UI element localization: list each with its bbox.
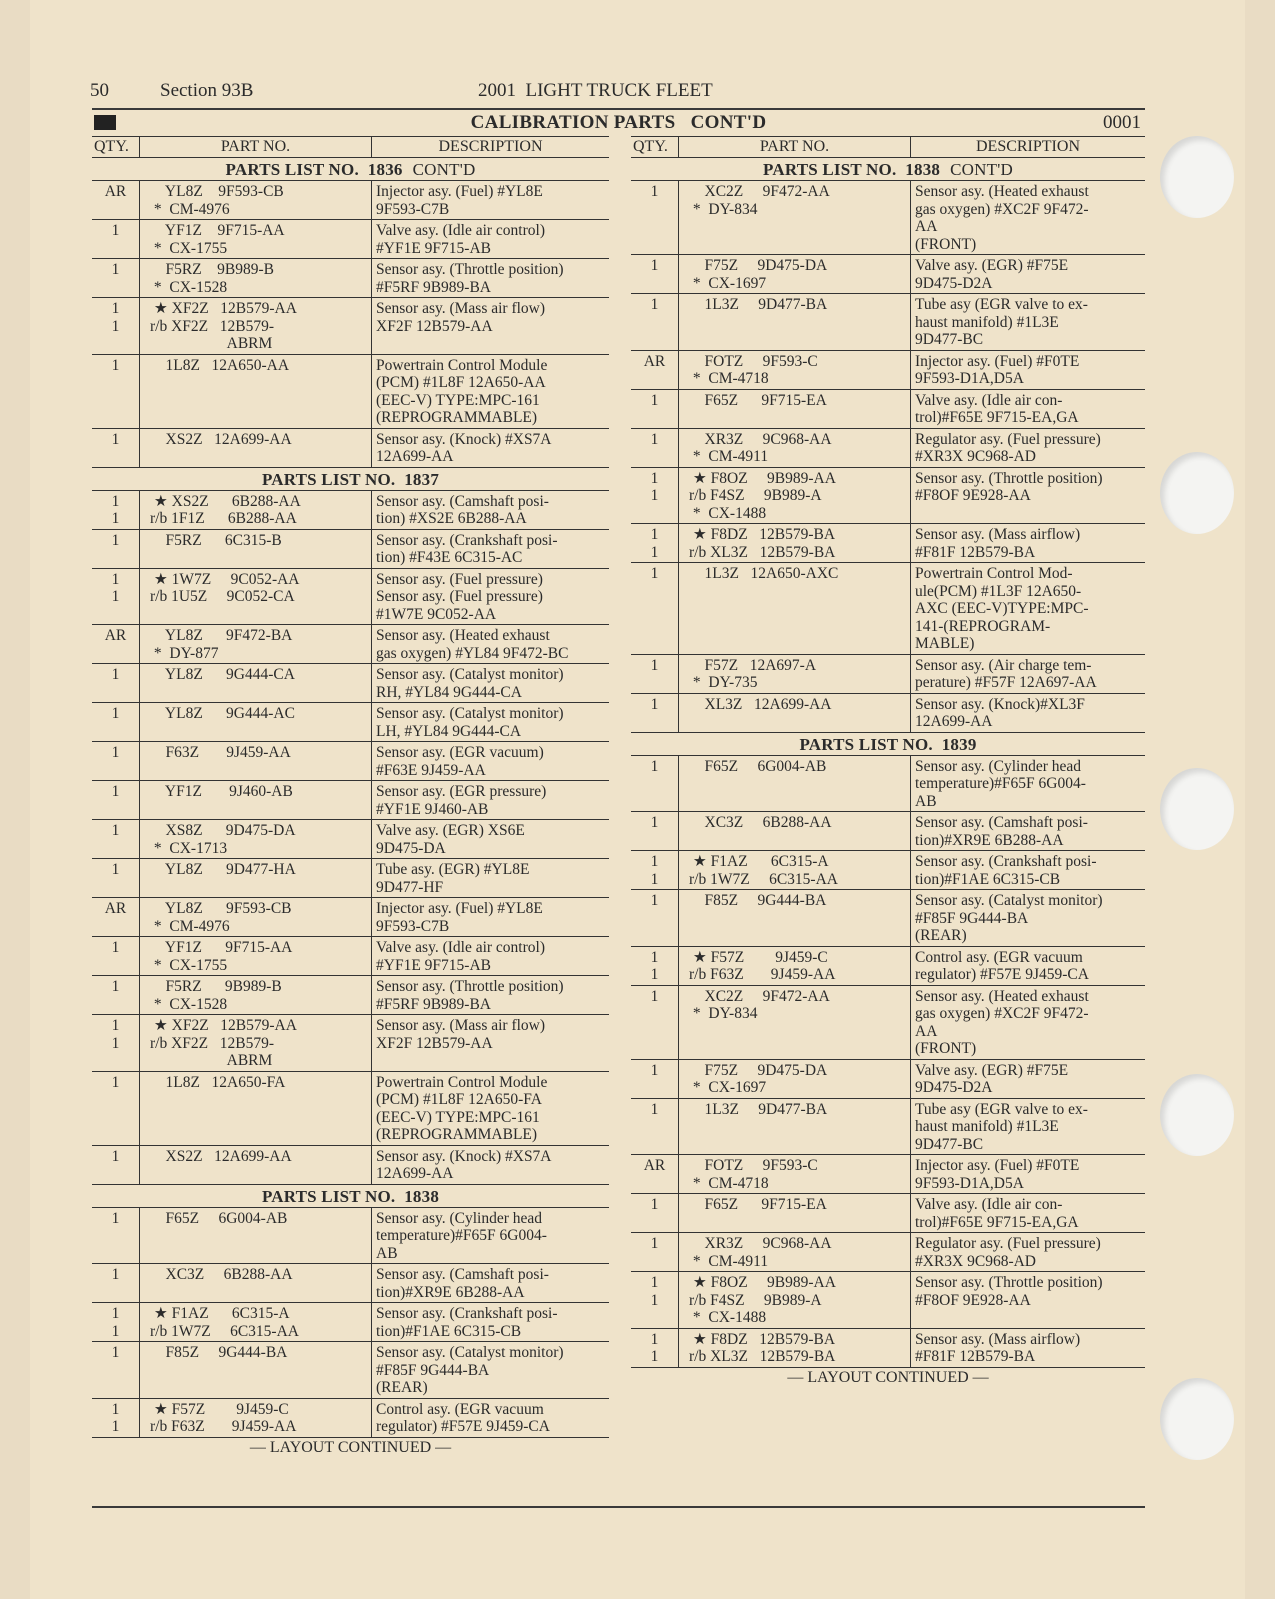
qty-cell: 1 [631, 563, 679, 654]
description-cell: Sensor asy. (Catalyst monitor) #F85F 9G444-BA (REAR) [376, 1344, 564, 1396]
part-number-cell: ★ F1AZ 6C315-A r/b 1W7Z 6C315-AA [140, 1303, 372, 1341]
table-row [631, 181, 1145, 255]
qty-cell: 1 [92, 859, 140, 897]
qty-cell: 1 [92, 703, 140, 741]
table-row [92, 1208, 609, 1265]
qty-cell: 1 [92, 259, 140, 297]
part-number-cell: F63Z 9J459-AA [140, 742, 372, 780]
description-cell: Sensor asy. (Heated exhaust gas oxygen) #XC2F 9F472- AA (FRONT) [915, 987, 1089, 1057]
qty-header: QTY. [631, 137, 679, 157]
qty-cell: 1 [92, 1072, 140, 1145]
part-number-cell: XS2Z 12A699-AA [140, 1146, 372, 1184]
parts-list-title: PARTS LIST NO. 1837 [261, 469, 440, 489]
layout-continued: — LAYOUT CONTINUED — [249, 1438, 452, 1456]
part-number-cell: ★ F1AZ 6C315-A r/b 1W7Z 6C315-AA [679, 851, 911, 889]
qty-cell: 1 [631, 390, 679, 428]
parts-list-heading [92, 1185, 609, 1208]
table-row [92, 1399, 609, 1438]
description-cell: Valve asy. (Idle air control) #YF1E 9F715-AB [376, 222, 545, 257]
part-number-cell: ★ F57Z 9J459-C r/b F63Z 9J459-AA [140, 1399, 372, 1437]
table-row [92, 530, 609, 569]
table-row [92, 298, 609, 355]
qty-cell: AR [92, 625, 140, 663]
qty-cell: 1 1 [631, 1272, 679, 1328]
qty-cell: 1 [92, 429, 140, 467]
description-cell: Sensor asy. (Crankshaft posi- tion) #F43E 6C315-AC [376, 531, 558, 566]
parts-list-heading [631, 733, 1145, 756]
table-row [631, 756, 1145, 813]
part-number-cell: F65Z 9F715-EA [679, 1194, 911, 1232]
description-cell: Sensor asy. (Cylinder head temperature)#F65F 6G004- AB [376, 1209, 547, 1262]
table-row [631, 524, 1145, 563]
table-title-bar [92, 113, 1145, 134]
table-row [631, 655, 1145, 694]
qty-cell: 1 1 [92, 1015, 140, 1071]
description-cell: Valve asy. (EGR) #F75E 9D475-D2A [915, 257, 1069, 292]
qty-cell: 1 [92, 220, 140, 258]
page-number: 50 [90, 80, 109, 101]
qty-cell: 1 [92, 530, 140, 568]
description-cell: Sensor asy. (Knock) #XS7A 12A699-AA [376, 430, 552, 465]
description-cell: Control asy. (EGR vacuum regulator) #F57E 9J459-CA [915, 948, 1089, 983]
part-number-cell: XC2Z 9F472-AA * DY-834 [679, 181, 911, 254]
binder-hole [1160, 1378, 1234, 1460]
left-column-body [92, 158, 609, 1438]
part-number-cell: F65Z 6G004-AB [679, 756, 911, 812]
description-cell: Valve asy. (Idle air con- trol)#F65E 9F715-EA,GA [915, 1196, 1079, 1231]
part-number-cell: 1L8Z 12A650-FA [140, 1072, 372, 1145]
description-cell: Sensor asy. (Crankshaft posi- tion)#F1AE 6C315-CB [915, 853, 1097, 888]
part-number-cell: ★ F57Z 9J459-C r/b F63Z 9J459-AA [679, 947, 911, 985]
qty-cell: 1 1 [631, 524, 679, 562]
description-cell: Sensor asy. (Mass airflow) #F81F 12B579-BA [915, 1330, 1081, 1365]
parts-list-title: PARTS LIST NO. 1838 [763, 160, 941, 179]
part-number-cell: YF1Z 9F715-AA * CX-1755 [140, 937, 372, 975]
part-number-cell: XL3Z 12A699-AA [679, 694, 911, 732]
table-row [631, 563, 1145, 655]
description-cell: Sensor asy. (Camshaft posi- tion) #XS2E 6B288-AA [376, 492, 549, 527]
qty-cell: 1 [92, 1264, 140, 1302]
binder-hole [1160, 452, 1234, 534]
description-cell: Sensor asy. (Catalyst monitor) RH, #YL84 9G444-CA [376, 666, 564, 701]
table-code: 0001 [1103, 112, 1141, 133]
description-cell: Tube asy (EGR valve to ex- haust manifold) #1L3E 9D477-BC [915, 1100, 1088, 1153]
part-number-cell: ★ F8DZ 12B579-BA r/b XL3Z 12B579-BA [679, 1329, 911, 1367]
part-number-cell: XC3Z 6B288-AA [679, 812, 911, 850]
part-number-cell: F57Z 12A697-A * DY-735 [679, 655, 911, 693]
part-number-cell: F5RZ 9B989-B * CX-1528 [140, 976, 372, 1014]
part-number-cell: YL8Z 9G444-CA [140, 664, 372, 702]
table-row [92, 781, 609, 820]
qty-cell: 1 [92, 820, 140, 858]
table-row [92, 859, 609, 898]
table-row [631, 1329, 1145, 1368]
parts-list-suffix: CONT'D [412, 160, 476, 179]
table-row [631, 812, 1145, 851]
description-cell: Sensor asy. (EGR pressure) #YF1E 9J460-AB [376, 783, 547, 818]
qty-cell: 1 [631, 181, 679, 254]
qty-cell: 1 [92, 1208, 140, 1264]
description-cell: Sensor asy. (Throttle position) #F8OF 9E928-AA [915, 469, 1103, 504]
parts-list-heading [631, 158, 1145, 181]
description-cell: Sensor asy. (Mass air flow) XF2F 12B579-AA [376, 1017, 546, 1052]
qty-cell: 1 [631, 655, 679, 693]
part-number-cell: F75Z 9D475-DA * CX-1697 [679, 255, 911, 293]
part-number-cell: XR3Z 9C968-AA * CM-4911 [679, 1233, 911, 1271]
part-number-cell: YL8Z 9G444-AC [140, 703, 372, 741]
description-cell: Sensor asy. (Throttle position) #F8OF 9E928-AA [915, 1274, 1103, 1309]
table-row [631, 294, 1145, 351]
column-header [92, 136, 609, 158]
description-cell: Valve asy. (Idle air con- trol)#F65E 9F715-EA,GA [915, 391, 1079, 426]
table-row [631, 255, 1145, 294]
qty-cell: AR [631, 1155, 679, 1193]
part-number-cell: YF1Z 9F715-AA * CX-1755 [140, 220, 372, 258]
qty-cell: 1 1 [92, 1399, 140, 1437]
description-cell: Regulator asy. (Fuel pressure) #XR3X 9C968-AD [915, 1235, 1101, 1270]
qty-cell: 1 1 [92, 298, 140, 354]
description-cell: Sensor asy. (Camshaft posi- tion)#XR9E 6B288-AA [915, 814, 1088, 849]
description-cell: Sensor asy. (EGR vacuum) #F63E 9J459-AA [376, 744, 544, 779]
description-cell: Injector asy. (Fuel) #YL8E 9F593-C7B [376, 900, 543, 935]
desc-header: DESCRIPTION [438, 138, 543, 155]
description-cell: Valve asy. (Idle air control) #YF1E 9F715-AB [376, 939, 545, 974]
table-row [631, 390, 1145, 429]
description-cell: Sensor asy. (Heated exhaust gas oxygen) #XC2F 9F472- AA (FRONT) [915, 183, 1089, 253]
parts-list-title: PARTS LIST NO. 1836 [225, 160, 403, 179]
table-row [92, 355, 609, 429]
description-cell: Injector asy. (Fuel) #F0TE 9F593-D1A,D5A [915, 352, 1080, 387]
part-header: PART NO. [679, 137, 911, 157]
description-cell: Tube asy (EGR valve to ex- haust manifold) #1L3E 9D477-BC [915, 296, 1088, 348]
layout-continued: — LAYOUT CONTINUED — [787, 1368, 989, 1386]
qty-cell: 1 [631, 1060, 679, 1098]
part-number-cell: 1L8Z 12A650-AA [140, 355, 372, 428]
right-column-body [631, 158, 1145, 1368]
table-row [631, 851, 1145, 890]
description-cell: Sensor asy. (Catalyst monitor) LH, #YL84 9G444-CA [376, 705, 564, 740]
part-number-cell: F65Z 9F715-EA [679, 390, 911, 428]
qty-cell: 1 [631, 1233, 679, 1271]
qty-cell: 1 1 [631, 851, 679, 889]
description-cell: Sensor asy. (Knock)#XL3F 12A699-AA [915, 695, 1085, 730]
part-number-cell: ★ XF2Z 12B579-AA r/b XF2Z 12B579- ABRM [140, 298, 372, 354]
description-cell: Injector asy. (Fuel) #F0TE 9F593-D1A,D5A [915, 1157, 1080, 1192]
qty-cell: 1 [631, 1194, 679, 1232]
part-number-cell: FOTZ 9F593-C * CM-4718 [679, 351, 911, 389]
qty-cell: 1 1 [631, 1329, 679, 1367]
qty-cell: 1 [631, 694, 679, 732]
qty-cell: 1 [92, 742, 140, 780]
parts-list-heading [92, 158, 609, 181]
qty-cell: 1 [631, 294, 679, 350]
bottom-rule [92, 1506, 1145, 1508]
binder-hole [1160, 136, 1234, 218]
part-number-cell: 1L3Z 12A650-AXC [679, 563, 911, 654]
table-row [92, 569, 609, 626]
description-cell: Powertrain Control Module (PCM) #1L8F 12A650-AA (EEC-V) TYPE:MPC-161 (REPROGRAMMABLE) [376, 356, 548, 426]
qty-cell: 1 1 [92, 491, 140, 529]
parts-list-title: PARTS LIST NO. 1839 [799, 734, 977, 754]
qty-cell: 1 [631, 986, 679, 1059]
table-row [92, 1015, 609, 1072]
qty-cell: 1 [92, 664, 140, 702]
table-title: CALIBRATION PARTS CONT'D [470, 112, 767, 133]
qty-cell: 1 [92, 937, 140, 975]
part-number-cell: ★ XS2Z 6B288-AA r/b 1F1Z 6B288-AA [140, 491, 372, 529]
description-cell: Powertrain Control Mod- ule(PCM) #1L3F 12A650- AXC (EEC-V)TYPE:MPC- 141-(REPROGRAM- MABLE) [915, 565, 1089, 652]
part-number-cell: ★ F8DZ 12B579-BA r/b XL3Z 12B579-BA [679, 524, 911, 562]
table-row [631, 429, 1145, 468]
parts-list-heading [92, 468, 609, 491]
part-number-cell: YL8Z 9D477-HA [140, 859, 372, 897]
part-number-cell: F65Z 6G004-AB [140, 1208, 372, 1264]
section-label: Section 93B [160, 80, 254, 101]
qty-cell: AR [92, 181, 140, 219]
table-row [631, 986, 1145, 1060]
description-cell: Sensor asy. (Crankshaft posi- tion)#F1AE 6C315-CB [376, 1305, 558, 1340]
table-row [92, 181, 609, 220]
table-row [92, 1146, 609, 1185]
qty-cell: 1 [92, 1342, 140, 1398]
part-number-cell: YL8Z 9F472-BA * DY-877 [140, 625, 372, 663]
parts-list-suffix: CONT'D [950, 160, 1013, 179]
table-row [631, 1272, 1145, 1329]
part-number-cell: ★ F8OZ 9B989-AA r/b F4SZ 9B989-A * CX-1488 [679, 468, 911, 524]
part-number-cell: F85Z 9G444-BA [140, 1342, 372, 1398]
description-cell: Valve asy. (EGR) XS6E 9D475-DA [376, 822, 525, 857]
top-rule [92, 108, 1145, 110]
description-cell: Sensor asy. (Heated exhaust gas oxygen) #YL84 9F472-BC [376, 627, 569, 662]
table-row [631, 468, 1145, 525]
qty-cell: 1 1 [92, 1303, 140, 1341]
qty-cell: 1 [631, 429, 679, 467]
part-number-cell: ★ 1W7Z 9C052-AA r/b 1U5Z 9C052-CA [140, 569, 372, 625]
qty-cell: 1 [631, 890, 679, 946]
qty-cell: 1 [631, 1099, 679, 1155]
table-row [92, 703, 609, 742]
table-row [92, 1072, 609, 1146]
part-number-cell: 1L3Z 9D477-BA [679, 294, 911, 350]
part-number-cell: FOTZ 9F593-C * CM-4718 [679, 1155, 911, 1193]
left-column [92, 136, 609, 1458]
description-cell: Sensor asy. (Knock) #XS7A 12A699-AA [376, 1147, 552, 1182]
table-row [92, 429, 609, 468]
table-row [92, 664, 609, 703]
description-cell: Sensor asy. (Catalyst monitor) #F85F 9G444-BA (REAR) [915, 892, 1103, 944]
table-row [631, 890, 1145, 947]
description-cell: Sensor asy. (Throttle position) #F5RF 9B989-BA [376, 261, 564, 296]
part-number-cell: ★ F8OZ 9B989-AA r/b F4SZ 9B989-A * CX-1488 [679, 1272, 911, 1328]
part-number-cell: F75Z 9D475-DA * CX-1697 [679, 1060, 911, 1098]
part-number-cell: ★ XF2Z 12B579-AA r/b XF2Z 12B579- ABRM [140, 1015, 372, 1071]
description-cell: Sensor asy. (Cylinder head temperature)#F65F 6G004- AB [915, 757, 1086, 810]
table-row [631, 694, 1145, 733]
qty-cell: 1 [631, 812, 679, 850]
qty-cell: 1 [92, 976, 140, 1014]
description-cell: Sensor asy. (Throttle position) #F5RF 9B989-BA [376, 978, 564, 1013]
description-cell: Sensor asy. (Camshaft posi- tion)#XR9E 6B288-AA [376, 1266, 549, 1301]
description-cell: Tube asy. (EGR) #YL8E 9D477-HF [376, 861, 530, 896]
description-cell: Sensor asy. (Mass air flow) XF2F 12B579-AA [376, 300, 546, 335]
table-row [92, 491, 609, 530]
parts-list-title: PARTS LIST NO. 1838 [261, 1186, 440, 1206]
qty-cell: 1 [92, 355, 140, 428]
table-row [92, 820, 609, 859]
part-number-cell: F5RZ 6C315-B [140, 530, 372, 568]
part-number-cell: YL8Z 9F593-CB * CM-4976 [140, 898, 372, 936]
part-number-cell: XS2Z 12A699-AA [140, 429, 372, 467]
qty-header: QTY. [92, 137, 140, 157]
part-number-cell: XC3Z 6B288-AA [140, 1264, 372, 1302]
part-number-cell: F85Z 9G444-BA [679, 890, 911, 946]
description-cell: Sensor asy. (Air charge tem- perature) #F57F 12A697-AA [915, 656, 1097, 691]
part-number-cell: XS8Z 9D475-DA * CX-1713 [140, 820, 372, 858]
qty-cell: 1 [631, 756, 679, 812]
table-row [631, 947, 1145, 986]
qty-cell: 1 1 [631, 947, 679, 985]
part-number-cell: YF1Z 9J460-AB [140, 781, 372, 819]
part-number-cell: 1L3Z 9D477-BA [679, 1099, 911, 1155]
description-cell: Injector asy. (Fuel) #YL8E 9F593-C7B [376, 183, 543, 218]
table-row [92, 1264, 609, 1303]
qty-cell: AR [631, 351, 679, 389]
table-row [92, 220, 609, 259]
qty-cell: 1 1 [92, 569, 140, 625]
table-row [92, 898, 609, 937]
part-number-cell: XC2Z 9F472-AA * DY-834 [679, 986, 911, 1059]
table-row [92, 976, 609, 1015]
part-number-cell: YL8Z 9F593-CB * CM-4976 [140, 181, 372, 219]
table-row [92, 259, 609, 298]
binder-hole [1160, 1074, 1234, 1156]
table-row [92, 937, 609, 976]
qty-cell: AR [92, 898, 140, 936]
table-row [631, 1233, 1145, 1272]
table-row [631, 1099, 1145, 1156]
qty-cell: 1 [631, 255, 679, 293]
book-title: 2001 LIGHT TRUCK FLEET [478, 80, 713, 101]
part-number-cell: F5RZ 9B989-B * CX-1528 [140, 259, 372, 297]
description-cell: Sensor asy. (Mass airflow) #F81F 12B579-BA [915, 526, 1081, 561]
table-row [92, 1342, 609, 1399]
binder-hole [1160, 768, 1234, 850]
part-header: PART NO. [140, 137, 372, 157]
column-header [631, 136, 1145, 158]
desc-header: DESCRIPTION [975, 138, 1080, 155]
right-column [631, 136, 1145, 1388]
table-row [631, 1155, 1145, 1194]
table-row [92, 742, 609, 781]
qty-cell: 1 [92, 781, 140, 819]
table-row [631, 1060, 1145, 1099]
table-row [92, 1303, 609, 1342]
table-row [92, 625, 609, 664]
description-cell: Powertrain Control Module (PCM) #1L8F 12A650-FA (EEC-V) TYPE:MPC-161 (REPROGRAMMABLE) [376, 1073, 548, 1143]
description-cell: Regulator asy. (Fuel pressure) #XR3X 9C968-AD [915, 430, 1101, 465]
table-row [631, 351, 1145, 390]
description-cell: Control asy. (EGR vacuum regulator) #F57E 9J459-CA [376, 1400, 550, 1435]
part-number-cell: XR3Z 9C968-AA * CM-4911 [679, 429, 911, 467]
qty-cell: 1 [92, 1146, 140, 1184]
table-row [631, 1194, 1145, 1233]
description-cell: Sensor asy. (Fuel pressure) Sensor asy. (Fuel pressure) #1W7E 9C052-AA [376, 570, 543, 623]
description-cell: Valve asy. (EGR) #F75E 9D475-D2A [915, 1061, 1069, 1096]
qty-cell: 1 1 [631, 468, 679, 524]
